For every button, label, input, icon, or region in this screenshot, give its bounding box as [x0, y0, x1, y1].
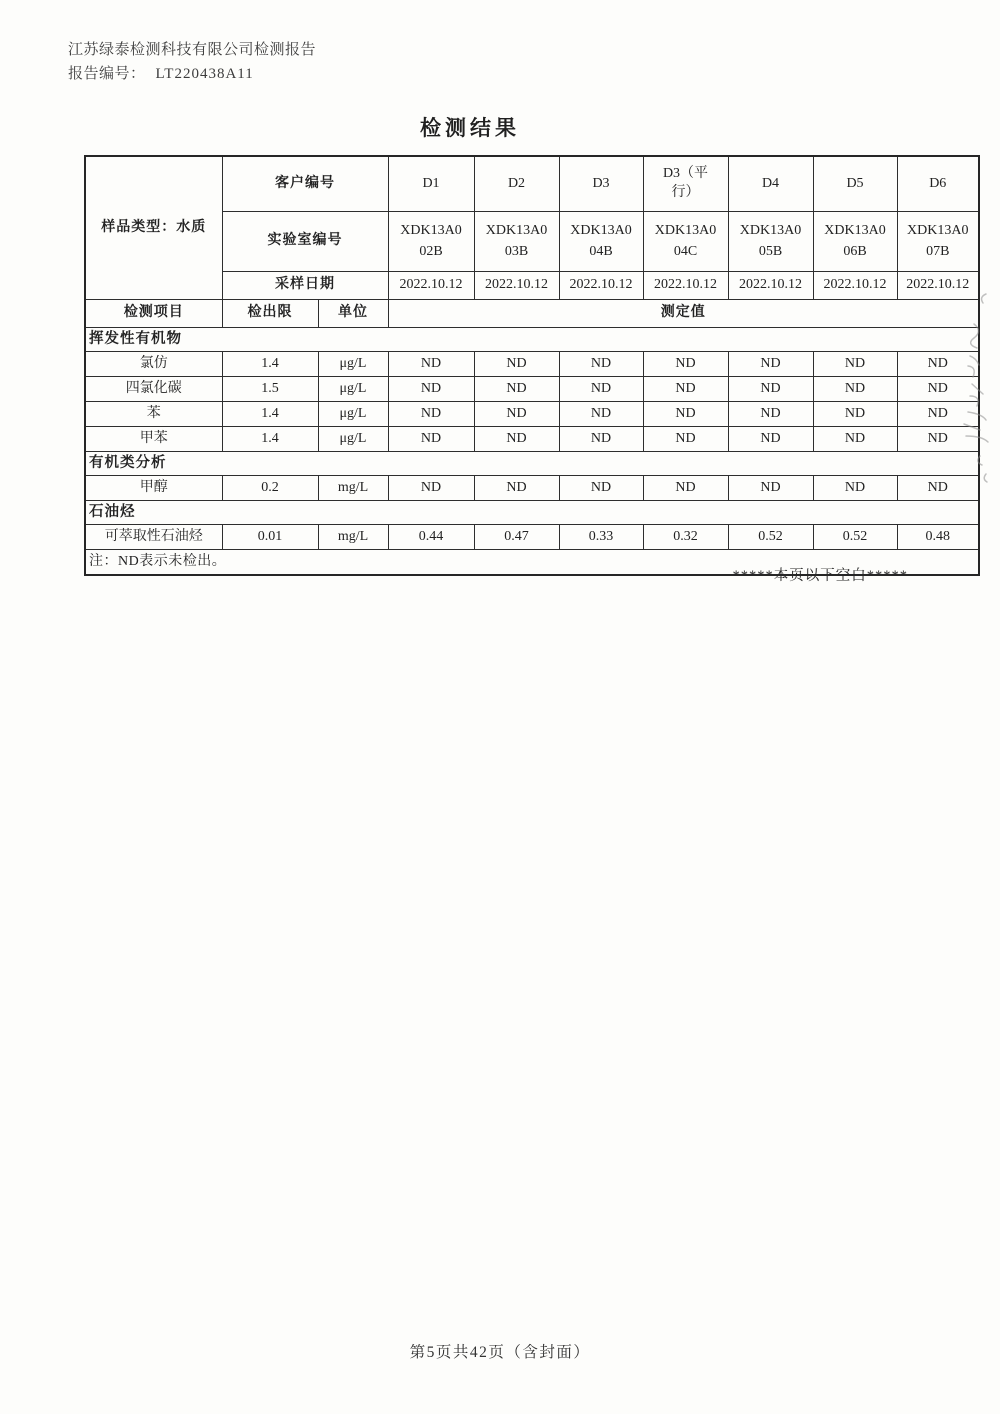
measured-value: ND [643, 476, 728, 501]
measured-value: ND [813, 402, 897, 427]
measured-value: ND [643, 427, 728, 452]
analyte-name: 苯 [85, 402, 222, 427]
report-number-line [68, 62, 316, 86]
customer-id-label: 客户编号 [222, 156, 388, 212]
measured-value: ND [728, 377, 813, 402]
unit: mg/L [318, 476, 388, 501]
measured-value: ND [897, 476, 979, 501]
customer-id: D4 [761, 175, 780, 191]
measured-value: ND [388, 402, 474, 427]
column-header-item: 检测项目 [85, 300, 222, 328]
table-row [85, 352, 979, 377]
lab-id: XDK13A004C [654, 223, 717, 259]
lab-id-cell [813, 212, 897, 272]
detection-limit: 0.2 [222, 476, 318, 501]
measured-value: ND [559, 402, 643, 427]
measured-value: 0.32 [643, 525, 728, 550]
unit: mg/L [318, 525, 388, 550]
measured-value: ND [474, 352, 559, 377]
handwritten-annotation [956, 286, 1000, 496]
report-header [68, 38, 316, 86]
sampling-date-cell: 2022.10.12 [388, 272, 474, 300]
measured-value: ND [813, 352, 897, 377]
analyte-name: 甲醇 [85, 476, 222, 501]
measured-value: ND [559, 377, 643, 402]
measured-value: ND [897, 427, 979, 452]
customer-id-cell [559, 156, 643, 212]
page-title: 检测结果 [420, 116, 520, 140]
measured-value: ND [728, 352, 813, 377]
report-number-label: 报告编号： [68, 66, 146, 82]
measured-value: ND [813, 377, 897, 402]
measured-value: 0.44 [388, 525, 474, 550]
measured-value: ND [474, 427, 559, 452]
measured-value: ND [474, 476, 559, 501]
measured-value: ND [643, 352, 728, 377]
detection-limit: 1.4 [222, 427, 318, 452]
column-header-unit: 单位 [318, 300, 388, 328]
analyte-name: 四氯化碳 [85, 377, 222, 402]
column-header-measured-value: 测定值 [388, 300, 979, 328]
table-note: 注：ND表示未检出。 [85, 550, 979, 576]
measured-value: ND [813, 427, 897, 452]
company-header: 江苏绿泰检测科技有限公司检测报告 [68, 42, 317, 58]
lab-id: XDK13A005B [739, 223, 802, 259]
unit: μg/L [318, 427, 388, 452]
measured-value: ND [728, 402, 813, 427]
analyte-name: 甲苯 [85, 427, 222, 452]
measured-value: 0.52 [813, 525, 897, 550]
unit: μg/L [318, 377, 388, 402]
customer-id: D5 [846, 175, 864, 191]
measured-value: ND [643, 402, 728, 427]
detection-limit: 0.01 [222, 525, 318, 550]
table-row [85, 476, 979, 501]
detection-limit: 1.4 [222, 402, 318, 427]
analyte-name: 可萃取性石油烃 [85, 525, 222, 550]
lab-id: XDK13A002B [400, 223, 462, 259]
customer-id: D3 [592, 175, 610, 191]
measured-value: ND [559, 352, 643, 377]
customer-id: D1 [422, 175, 440, 191]
customer-id-cell [388, 156, 474, 212]
measured-value: 0.33 [559, 525, 643, 550]
analyte-name: 氯仿 [85, 352, 222, 377]
lab-id: XDK13A003B [485, 223, 548, 259]
measured-value: ND [643, 377, 728, 402]
lab-id-label: 实验室编号 [222, 212, 388, 272]
detection-limit: 1.4 [222, 352, 318, 377]
measured-value: ND [897, 377, 979, 402]
lab-id: XDK13A004B [570, 223, 632, 259]
measured-value: 0.47 [474, 525, 559, 550]
lab-id: XDK13A007B [907, 223, 969, 259]
blank-page-note: *****本页以下空白***** [732, 568, 908, 584]
unit: μg/L [318, 402, 388, 427]
lab-id-cell [728, 212, 813, 272]
sampling-date-cell: 2022.10.12 [897, 272, 979, 300]
sampling-date-cell: 2022.10.12 [643, 272, 728, 300]
customer-id-cell [728, 156, 813, 212]
lab-id: XDK13A006B [824, 223, 886, 259]
customer-id-cell [813, 156, 897, 212]
measured-value: ND [897, 402, 979, 427]
measured-value: ND [728, 476, 813, 501]
customer-id-cell [643, 156, 728, 212]
table-row [85, 377, 979, 402]
sampling-date-cell: 2022.10.12 [813, 272, 897, 300]
lab-id-cell [643, 212, 728, 272]
measured-value: ND [897, 352, 979, 377]
page-footer: 第5页共42页（含封面） [409, 1344, 591, 1361]
lab-id-cell [388, 212, 474, 272]
lab-id-cell [897, 212, 979, 272]
lab-id-cell [559, 212, 643, 272]
measured-value: ND [474, 377, 559, 402]
section-header-organics: 有机类分析 [85, 452, 979, 476]
sampling-date-cell: 2022.10.12 [474, 272, 559, 300]
table-row [85, 525, 979, 550]
customer-id: D2 [507, 175, 526, 191]
measured-value: ND [559, 427, 643, 452]
measured-value: ND [474, 402, 559, 427]
sampling-date-cell: 2022.10.12 [559, 272, 643, 300]
measured-value: 0.52 [728, 525, 813, 550]
measured-value: ND [388, 352, 474, 377]
detection-limit: 1.5 [222, 377, 318, 402]
customer-id: D3（平行） [662, 166, 709, 200]
sample-type-cell: 样品类型：水质 [85, 156, 222, 300]
sampling-date-cell: 2022.10.12 [728, 272, 813, 300]
unit: μg/L [318, 352, 388, 377]
measured-value: ND [728, 427, 813, 452]
measured-value: ND [388, 427, 474, 452]
column-header-detection-limit: 检出限 [222, 300, 318, 328]
section-header-vocs: 挥发性有机物 [85, 328, 979, 352]
report-number-value: LT220438A11 [155, 66, 254, 82]
table-row [85, 402, 979, 427]
measured-value: ND [813, 476, 897, 501]
lab-id-cell [474, 212, 559, 272]
measured-value: 0.48 [897, 525, 979, 550]
customer-id-cell [474, 156, 559, 212]
customer-id-cell [897, 156, 979, 212]
table-row [85, 427, 979, 452]
measured-value: ND [559, 476, 643, 501]
measured-value: ND [388, 377, 474, 402]
results-table [84, 155, 980, 576]
section-header-petroleum: 石油烃 [85, 501, 979, 525]
customer-id: D6 [929, 175, 947, 191]
measured-value: ND [388, 476, 474, 501]
sampling-date-label: 采样日期 [222, 272, 388, 300]
